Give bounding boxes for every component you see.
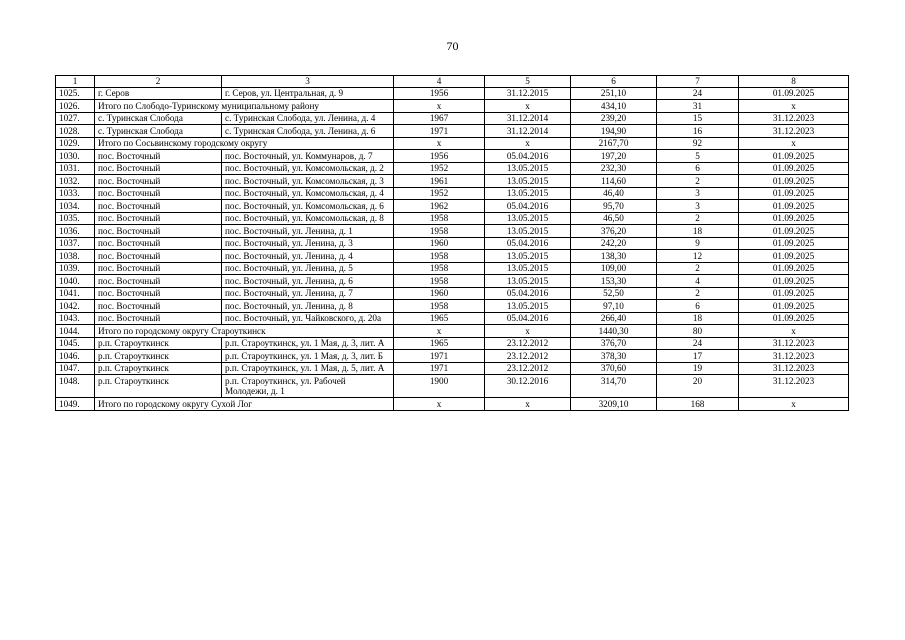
row-number-cell: 1031. — [56, 162, 95, 175]
row-number-cell: 1042. — [56, 300, 95, 313]
table-cell: 1971 — [394, 362, 485, 375]
summary-row — [56, 137, 849, 150]
address-cell: пос. Восточный, ул. Комсомольская, д. 2 — [222, 162, 394, 175]
table-cell: 97,10 — [571, 300, 657, 313]
table-cell: 31.12.2023 — [739, 350, 849, 363]
table-cell: 13.05.2015 — [485, 250, 571, 263]
address-cell: р.п. Староуткинск, ул. 1 Мая, д. 3, лит. А — [222, 337, 394, 350]
table-cell: 1958 — [394, 212, 485, 225]
table-cell: 114,60 — [571, 175, 657, 188]
table-cell: 1965 — [394, 312, 485, 325]
table-cell: 18 — [657, 225, 739, 238]
locality-cell: пос. Восточный — [95, 225, 222, 238]
summary-label-cell: Итого по городскому округу Сухой Лог — [95, 398, 394, 411]
address-cell: пос. Восточный, ул. Ленина, д. 8 — [222, 300, 394, 313]
column-header: 5 — [485, 76, 571, 88]
table-cell: x — [394, 398, 485, 411]
table-cell: 05.04.2016 — [485, 200, 571, 213]
address-cell: пос. Восточный, ул. Комсомольская, д. 8 — [222, 212, 394, 225]
row-number-cell: 1030. — [56, 150, 95, 163]
table-cell: 6 — [657, 162, 739, 175]
locality-cell: пос. Восточный — [95, 150, 222, 163]
table-cell: 168 — [657, 398, 739, 411]
locality-cell: пос. Восточный — [95, 300, 222, 313]
table-cell: 23.12.2012 — [485, 362, 571, 375]
locality-cell: пос. Восточный — [95, 200, 222, 213]
table-cell: 1958 — [394, 250, 485, 263]
row-number-cell: 1039. — [56, 262, 95, 275]
table-cell: 16 — [657, 125, 739, 138]
table-cell: 80 — [657, 325, 739, 338]
table-cell: 01.09.2025 — [739, 212, 849, 225]
table-cell: 23.12.2012 — [485, 350, 571, 363]
table-cell: 376,70 — [571, 337, 657, 350]
table-cell: 1952 — [394, 187, 485, 200]
table-cell: 31.12.2014 — [485, 112, 571, 125]
table-row — [56, 300, 849, 313]
table-cell: 194,90 — [571, 125, 657, 138]
locality-cell: г. Серов — [95, 87, 222, 100]
table-cell: 31.12.2023 — [739, 362, 849, 375]
table-cell: 3 — [657, 200, 739, 213]
table-cell: 01.09.2025 — [739, 250, 849, 263]
table-cell: 46,50 — [571, 212, 657, 225]
address-cell: р.п. Староуткинск, ул. 1 Мая, д. 5, лит. А — [222, 362, 394, 375]
table-cell: 31 — [657, 100, 739, 113]
table-cell: 1960 — [394, 287, 485, 300]
table-cell: 1971 — [394, 350, 485, 363]
table-cell: 46,40 — [571, 187, 657, 200]
row-number-cell: 1035. — [56, 212, 95, 225]
table-row — [56, 87, 849, 100]
table-cell: 12 — [657, 250, 739, 263]
table-cell: 1960 — [394, 237, 485, 250]
table-cell: 01.09.2025 — [739, 175, 849, 188]
locality-cell: пос. Восточный — [95, 162, 222, 175]
table-cell: 13.05.2015 — [485, 262, 571, 275]
row-number-cell: 1048. — [56, 375, 95, 398]
address-cell: пос. Восточный, ул. Ленина, д. 1 — [222, 225, 394, 238]
table-row — [56, 162, 849, 175]
row-number-cell: 1025. — [56, 87, 95, 100]
row-number-cell: 1034. — [56, 200, 95, 213]
table-cell: 1967 — [394, 112, 485, 125]
table-cell: 01.09.2025 — [739, 87, 849, 100]
table-cell: 31.12.2023 — [739, 112, 849, 125]
table-cell: 52,50 — [571, 287, 657, 300]
row-number-cell: 1026. — [56, 100, 95, 113]
locality-cell: пос. Восточный — [95, 287, 222, 300]
row-number-cell: 1041. — [56, 287, 95, 300]
table-cell: 1900 — [394, 375, 485, 398]
column-number-header-row — [56, 76, 849, 88]
column-header: 2 — [95, 76, 222, 88]
address-cell: с. Туринская Слобода, ул. Ленина, д. 4 — [222, 112, 394, 125]
table-cell: 17 — [657, 350, 739, 363]
table-cell: 13.05.2015 — [485, 275, 571, 288]
table-cell: 24 — [657, 337, 739, 350]
summary-label-cell: Итого по городскому округу Староуткинск — [95, 325, 394, 338]
address-cell: с. Туринская Слобода, ул. Ленина, д. 6 — [222, 125, 394, 138]
address-cell: пос. Восточный, ул. Ленина, д. 5 — [222, 262, 394, 275]
locality-cell: р.п. Староуткинск — [95, 362, 222, 375]
table-cell: 20 — [657, 375, 739, 398]
table-row — [56, 150, 849, 163]
table-cell: 242,20 — [571, 237, 657, 250]
table-row — [56, 112, 849, 125]
locality-cell: р.п. Староуткинск — [95, 337, 222, 350]
table-cell: 1956 — [394, 150, 485, 163]
address-cell: р.п. Староуткинск, ул. 1 Мая, д. 3, лит. Б — [222, 350, 394, 363]
table-cell: 376,20 — [571, 225, 657, 238]
summary-label-cell: Итого по Слободо-Туринскому муниципальному району — [95, 100, 394, 113]
column-header: 8 — [739, 76, 849, 88]
column-header: 3 — [222, 76, 394, 88]
address-cell: пос. Восточный, ул. Ленина, д. 3 — [222, 237, 394, 250]
row-number-cell: 1043. — [56, 312, 95, 325]
table-cell: 1965 — [394, 337, 485, 350]
table-cell: 01.09.2025 — [739, 300, 849, 313]
table-cell: 30.12.2016 — [485, 375, 571, 398]
table-cell: 01.09.2025 — [739, 287, 849, 300]
table-row — [56, 337, 849, 350]
table-cell: 6 — [657, 300, 739, 313]
table-cell: 13.05.2015 — [485, 175, 571, 188]
locality-cell: с. Туринская Слобода — [95, 112, 222, 125]
table-cell: 5 — [657, 150, 739, 163]
table-row — [56, 350, 849, 363]
table-cell: x — [739, 100, 849, 113]
table-cell: 19 — [657, 362, 739, 375]
summary-label-cell: Итого по Сосьвинскому городскому округу — [95, 137, 394, 150]
summary-row — [56, 398, 849, 411]
table-row — [56, 212, 849, 225]
table-cell: 01.09.2025 — [739, 162, 849, 175]
address-cell: пос. Восточный, ул. Ленина, д. 4 — [222, 250, 394, 263]
table-cell: 13.05.2015 — [485, 162, 571, 175]
housing-registry-table — [55, 75, 849, 411]
table-cell: 23.12.2012 — [485, 337, 571, 350]
address-cell: р.п. Староуткинск, ул. Рабочей Молодежи, д. 1 — [222, 375, 394, 398]
row-number-cell: 1029. — [56, 137, 95, 150]
row-number-cell: 1032. — [56, 175, 95, 188]
table-cell: x — [485, 137, 571, 150]
table-cell: 153,30 — [571, 275, 657, 288]
table-cell: 232,30 — [571, 162, 657, 175]
table-cell: 13.05.2015 — [485, 187, 571, 200]
table-cell: 434,10 — [571, 100, 657, 113]
table-cell: 15 — [657, 112, 739, 125]
summary-row — [56, 325, 849, 338]
table-cell: 24 — [657, 87, 739, 100]
row-number-cell: 1049. — [56, 398, 95, 411]
table-row — [56, 237, 849, 250]
table-cell: 31.12.2015 — [485, 87, 571, 100]
table-cell: 370,60 — [571, 362, 657, 375]
row-number-cell: 1046. — [56, 350, 95, 363]
table-cell: 1962 — [394, 200, 485, 213]
locality-cell: р.п. Староуткинск — [95, 350, 222, 363]
locality-cell: пос. Восточный — [95, 175, 222, 188]
table-cell: 314,70 — [571, 375, 657, 398]
table-row — [56, 287, 849, 300]
table-body — [56, 87, 849, 410]
table-cell: 9 — [657, 237, 739, 250]
table-cell: 3209,10 — [571, 398, 657, 411]
table-cell: 95,70 — [571, 200, 657, 213]
locality-cell: пос. Восточный — [95, 312, 222, 325]
column-header: 6 — [571, 76, 657, 88]
table-cell: x — [485, 325, 571, 338]
address-cell: пос. Восточный, ул. Комсомольская, д. 4 — [222, 187, 394, 200]
row-number-cell: 1045. — [56, 337, 95, 350]
table-cell: x — [394, 137, 485, 150]
table-cell: 01.09.2025 — [739, 187, 849, 200]
table-cell: 01.09.2025 — [739, 275, 849, 288]
locality-cell: пос. Восточный — [95, 237, 222, 250]
table-row — [56, 250, 849, 263]
address-cell: пос. Восточный, ул. Комсомольская, д. 6 — [222, 200, 394, 213]
locality-cell: пос. Восточный — [95, 212, 222, 225]
table-cell: 01.09.2025 — [739, 150, 849, 163]
address-cell: пос. Восточный, ул. Ленина, д. 7 — [222, 287, 394, 300]
page-number: 70 — [446, 39, 459, 53]
table-cell: 01.09.2025 — [739, 262, 849, 275]
table-cell: x — [394, 325, 485, 338]
locality-cell: пос. Восточный — [95, 262, 222, 275]
table-cell: x — [739, 137, 849, 150]
table-row — [56, 200, 849, 213]
table-cell: 1971 — [394, 125, 485, 138]
table-cell: 05.04.2016 — [485, 237, 571, 250]
table-cell: 1440,30 — [571, 325, 657, 338]
table-row — [56, 175, 849, 188]
address-cell: пос. Восточный, ул. Ленина, д. 6 — [222, 275, 394, 288]
table-cell: 197,20 — [571, 150, 657, 163]
table-cell: 01.09.2025 — [739, 225, 849, 238]
address-cell: пос. Восточный, ул. Комсомольская, д. 3 — [222, 175, 394, 188]
table-cell: 2167,70 — [571, 137, 657, 150]
table-row — [56, 362, 849, 375]
table-cell: 92 — [657, 137, 739, 150]
table-cell: 1956 — [394, 87, 485, 100]
table-cell: 4 — [657, 275, 739, 288]
locality-cell: пос. Восточный — [95, 275, 222, 288]
column-header: 1 — [56, 76, 95, 88]
table-cell: 138,30 — [571, 250, 657, 263]
table-cell: 13.05.2015 — [485, 300, 571, 313]
table-cell: 1958 — [394, 225, 485, 238]
table-cell: 01.09.2025 — [739, 200, 849, 213]
table-cell: x — [394, 100, 485, 113]
table-cell: 01.09.2025 — [739, 237, 849, 250]
table-cell: 1958 — [394, 300, 485, 313]
locality-cell: р.п. Староуткинск — [95, 375, 222, 398]
table-cell: x — [485, 398, 571, 411]
table-row — [56, 262, 849, 275]
table-row — [56, 187, 849, 200]
table-row — [56, 225, 849, 238]
row-number-cell: 1038. — [56, 250, 95, 263]
table-cell: x — [739, 325, 849, 338]
table-cell: 2 — [657, 287, 739, 300]
locality-cell: пос. Восточный — [95, 250, 222, 263]
table-cell: 251,10 — [571, 87, 657, 100]
table-cell: 13.05.2015 — [485, 225, 571, 238]
table-cell: 2 — [657, 212, 739, 225]
table-cell: 2 — [657, 262, 739, 275]
table-cell: 378,30 — [571, 350, 657, 363]
summary-row — [56, 100, 849, 113]
locality-cell: пос. Восточный — [95, 187, 222, 200]
table-cell: 05.04.2016 — [485, 312, 571, 325]
table-cell: 1952 — [394, 162, 485, 175]
table-cell: 2 — [657, 175, 739, 188]
table-cell: 239,20 — [571, 112, 657, 125]
table-cell: x — [739, 398, 849, 411]
table-cell: 1958 — [394, 262, 485, 275]
table-cell: 266,40 — [571, 312, 657, 325]
column-header: 4 — [394, 76, 485, 88]
row-number-cell: 1044. — [56, 325, 95, 338]
table-row — [56, 375, 849, 398]
row-number-cell: 1040. — [56, 275, 95, 288]
locality-cell: с. Туринская Слобода — [95, 125, 222, 138]
row-number-cell: 1033. — [56, 187, 95, 200]
table-cell: 05.04.2016 — [485, 287, 571, 300]
table-cell: 31.12.2014 — [485, 125, 571, 138]
table-row — [56, 312, 849, 325]
row-number-cell: 1027. — [56, 112, 95, 125]
table-cell: 13.05.2015 — [485, 212, 571, 225]
address-cell: пос. Восточный, ул. Коммунаров, д. 7 — [222, 150, 394, 163]
table-cell: 31.12.2023 — [739, 375, 849, 398]
table-cell: 1961 — [394, 175, 485, 188]
row-number-cell: 1028. — [56, 125, 95, 138]
address-cell: пос. Восточный, ул. Чайковского, д. 20а — [222, 312, 394, 325]
table-cell: 18 — [657, 312, 739, 325]
column-header: 7 — [657, 76, 739, 88]
table-cell: 05.04.2016 — [485, 150, 571, 163]
table-cell: 1958 — [394, 275, 485, 288]
row-number-cell: 1037. — [56, 237, 95, 250]
table-row — [56, 125, 849, 138]
table-cell: 109,00 — [571, 262, 657, 275]
table-cell: x — [485, 100, 571, 113]
row-number-cell: 1036. — [56, 225, 95, 238]
table-row — [56, 275, 849, 288]
table-cell: 31.12.2023 — [739, 337, 849, 350]
table-cell: 31.12.2023 — [739, 125, 849, 138]
address-cell: г. Серов, ул. Центральная, д. 9 — [222, 87, 394, 100]
table-cell: 01.09.2025 — [739, 312, 849, 325]
row-number-cell: 1047. — [56, 362, 95, 375]
table-cell: 3 — [657, 187, 739, 200]
